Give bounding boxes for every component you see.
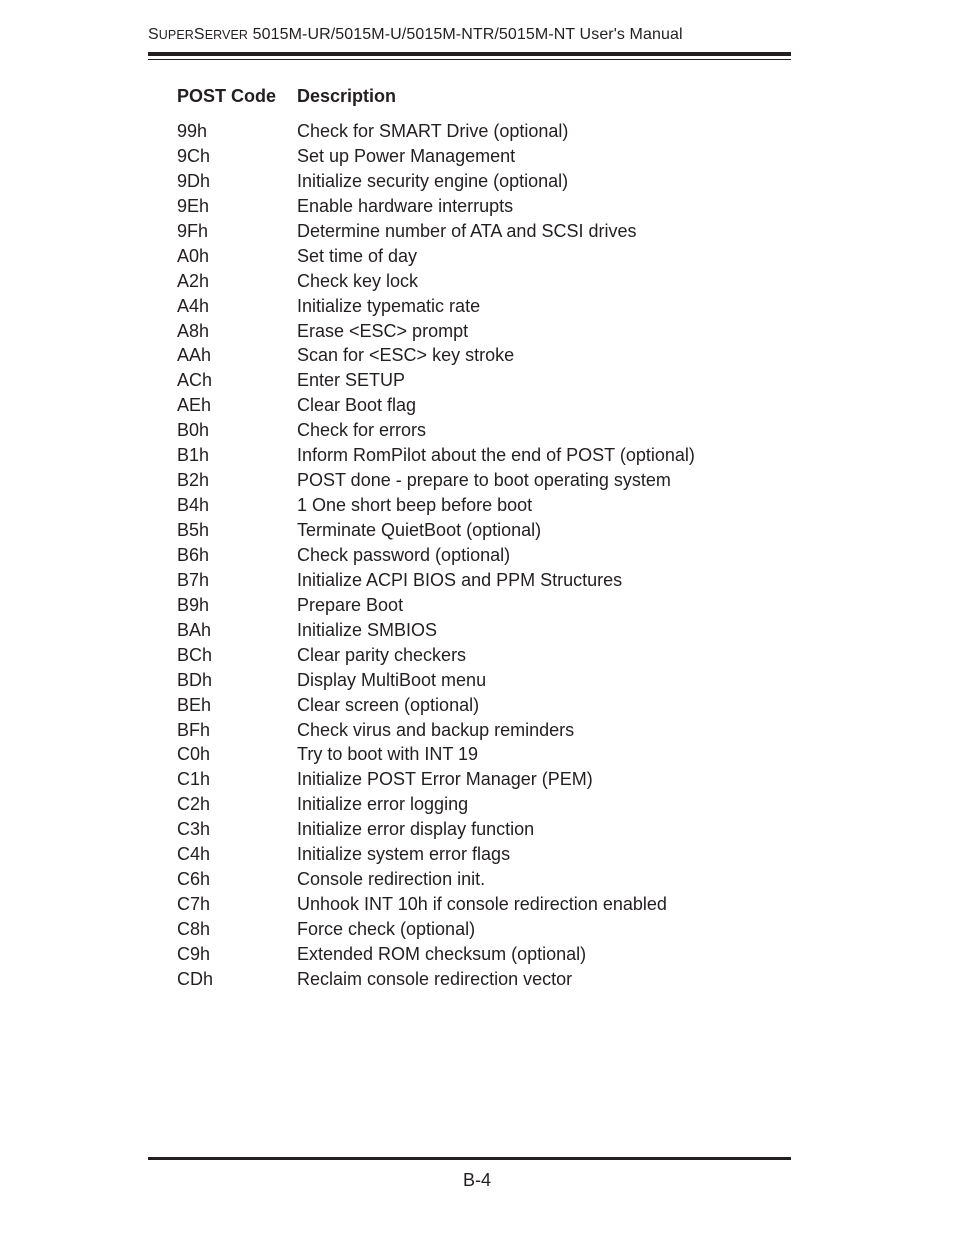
- post-code: BCh: [177, 644, 213, 665]
- post-code-description: Check key lock: [297, 270, 419, 291]
- post-code-description: Initialize error display function: [297, 819, 535, 840]
- post-code-description: Clear screen (optional): [297, 694, 480, 715]
- post-code-description: Force check (optional): [297, 919, 476, 939]
- post-code-description: Enable hardware interrupts: [297, 195, 514, 216]
- post-code: BFh: [177, 719, 211, 740]
- post-code: BDh: [177, 669, 213, 690]
- table-row: [0, 294, 954, 319]
- table-row: [0, 917, 954, 942]
- post-code: B2h: [177, 470, 210, 491]
- table-row: [0, 169, 954, 194]
- post-code: A4h: [177, 295, 210, 316]
- table-row: [0, 443, 954, 468]
- table-row: [0, 543, 954, 568]
- table-row: [0, 119, 954, 144]
- post-code-description: Initialize system error flags: [297, 844, 511, 865]
- header-rule: [148, 52, 791, 56]
- table-row: [0, 368, 954, 393]
- header-rule-thin: [148, 59, 791, 60]
- running-header: [148, 26, 683, 44]
- post-code-description: Prepare Boot: [297, 594, 404, 615]
- post-code-description: Check virus and backup reminders: [297, 719, 575, 740]
- footer-rule: [148, 1157, 791, 1160]
- post-code-description: Scan for <ESC> key stroke: [297, 345, 515, 366]
- post-code: C6h: [177, 869, 211, 890]
- post-code: 9Fh: [177, 220, 209, 241]
- post-code-description: Erase <ESC> prompt: [297, 320, 469, 341]
- table-row: [0, 194, 954, 219]
- post-code: C7h: [177, 894, 211, 915]
- post-code-description: Extended ROM checksum (optional): [297, 943, 587, 964]
- post-code: B6h: [177, 544, 210, 565]
- table-row: [0, 319, 954, 344]
- post-code: B9h: [177, 594, 210, 615]
- brand-small-caps: ERVER: [204, 28, 249, 42]
- post-code-description: 1 One short beep before boot: [297, 495, 533, 516]
- post-code: C0h: [177, 744, 211, 765]
- post-code-description: Initialize error logging: [297, 794, 469, 815]
- post-code-description: Clear Boot flag: [297, 395, 417, 416]
- table-row: [0, 742, 954, 767]
- column-header-post-code: POST Code: [177, 86, 277, 106]
- post-code-description: Enter SETUP: [297, 370, 406, 391]
- table-row: [0, 468, 954, 493]
- post-code: 9Ch: [177, 145, 211, 166]
- post-code: BAh: [177, 619, 212, 640]
- post-code: A0h: [177, 245, 210, 266]
- post-code: 9Dh: [177, 170, 211, 191]
- table-row: [0, 618, 954, 643]
- table-row: [0, 568, 954, 593]
- table-row: [0, 518, 954, 543]
- post-code: B1h: [177, 445, 210, 466]
- post-code: 9Eh: [177, 195, 210, 216]
- table-row: [0, 269, 954, 294]
- post-code-description: Initialize typematic rate: [297, 295, 481, 316]
- table-row: [0, 493, 954, 518]
- table-row: [0, 343, 954, 368]
- post-code: A8h: [177, 320, 210, 341]
- table-row: [0, 593, 954, 618]
- post-code: C1h: [177, 769, 211, 790]
- post-code: C3h: [177, 819, 211, 840]
- post-code-description: Initialize ACPI BIOS and PPM Structures: [297, 569, 623, 590]
- post-code-description: Terminate QuietBoot (optional): [297, 520, 542, 540]
- table-row: [0, 643, 954, 668]
- post-code: CDh: [177, 968, 214, 989]
- post-code: C4h: [177, 844, 211, 865]
- post-code-description: Console redirection init.: [297, 869, 486, 890]
- table-row: [0, 219, 954, 244]
- post-code-description: Clear parity checkers: [297, 644, 467, 665]
- table-row: [0, 718, 954, 743]
- page-number: B-4: [462, 1170, 491, 1190]
- post-code-description: Inform RomPilot about the end of POST (optional): [297, 445, 695, 466]
- table-row: [0, 867, 954, 892]
- column-header-description: Description: [297, 86, 397, 106]
- post-code-description: Try to boot with INT 19: [297, 744, 479, 765]
- post-code-description: Reclaim console redirection vector: [297, 968, 573, 989]
- post-code: AEh: [177, 395, 212, 416]
- post-code: B0h: [177, 420, 210, 441]
- table-row: [0, 842, 954, 867]
- table-row: [0, 892, 954, 917]
- table-row: [0, 418, 954, 443]
- post-code: C9h: [177, 943, 211, 964]
- post-code-description: Determine number of ATA and SCSI drives: [297, 220, 637, 241]
- post-code-table: [0, 119, 954, 992]
- post-code: A2h: [177, 270, 210, 291]
- post-code: C8h: [177, 919, 211, 939]
- post-code-description: Check for errors: [297, 420, 427, 441]
- brand-initial: S: [148, 26, 159, 43]
- brand-small-caps: UPER: [158, 28, 194, 42]
- table-row: [0, 767, 954, 792]
- post-code: B4h: [177, 495, 210, 516]
- post-code: BEh: [177, 694, 212, 715]
- post-code: B5h: [177, 520, 210, 540]
- table-row: [0, 693, 954, 718]
- table-row: [0, 668, 954, 693]
- post-code: C2h: [177, 794, 211, 815]
- post-code-description: Display MultiBoot menu: [297, 669, 487, 690]
- table-row: [0, 967, 954, 992]
- table-row: [0, 144, 954, 169]
- post-code: ACh: [177, 370, 213, 391]
- table-row: [0, 792, 954, 817]
- post-code-description: POST done - prepare to boot operating system: [297, 470, 671, 491]
- post-code: B7h: [177, 569, 210, 590]
- manual-title: 5015M-UR/5015M-U/5015M-NTR/5015M-NT User's Manual: [248, 26, 683, 43]
- table-row: [0, 244, 954, 269]
- post-code-description: Initialize SMBIOS: [297, 619, 438, 640]
- post-code-description: Initialize security engine (optional): [297, 170, 569, 191]
- brand-initial: S: [193, 26, 205, 43]
- post-code-description: Unhook INT 10h if console redirection enabled: [297, 894, 667, 915]
- post-code: 99h: [177, 121, 208, 141]
- table-row: [0, 393, 954, 418]
- table-row: [0, 817, 954, 842]
- post-code: AAh: [177, 345, 212, 366]
- post-code-description: Check for SMART Drive (optional): [297, 121, 569, 141]
- table-header-row: [0, 86, 954, 108]
- post-code-description: Initialize POST Error Manager (PEM): [297, 769, 593, 790]
- post-code-description: Check password (optional): [297, 544, 511, 565]
- post-code-description: Set time of day: [297, 245, 418, 266]
- table-row: [0, 942, 954, 967]
- post-code-description: Set up Power Management: [297, 145, 516, 166]
